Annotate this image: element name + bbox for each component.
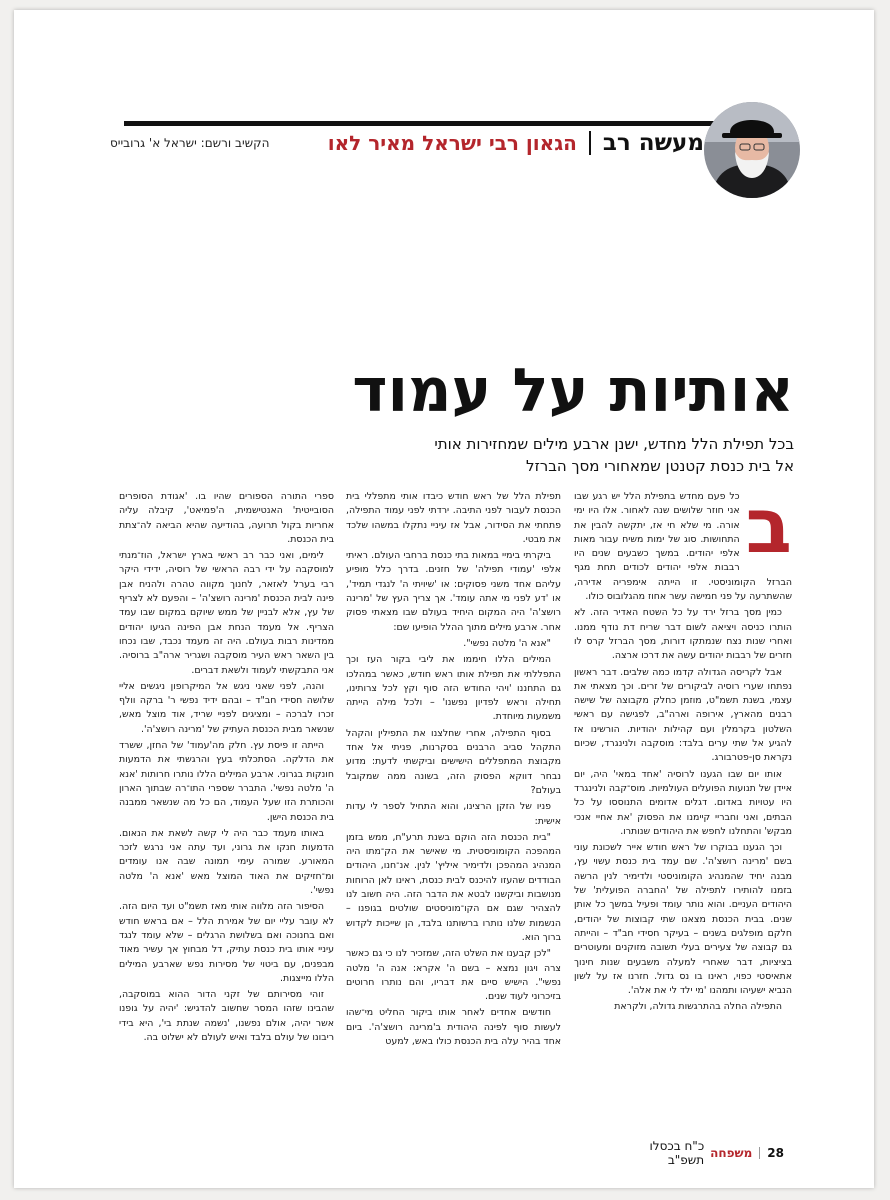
footer-separator	[759, 1147, 760, 1159]
header-rule	[124, 121, 714, 126]
paragraph: התפילה החלה בהתרגשות גדולה, ולקראת	[614, 1001, 782, 1013]
paragraph: כמין מסך ברזל ירד על כל השטח האדיר הזה. לא הותרו כניסה ויציאה לשום דבר שריח דת נודף ממנו. ואחרי שנות נצח שנמתקו דורות, מסך הברזל קרס לו חזרים של רבבות יהודים עשה את דרכו ארצה.	[574, 607, 792, 662]
paragraph: "לכן קבענו את השלט הזה, שמזכיר לנו כי גם כאשר צרה ויגון נמצא – בשם ה' אקרא: אנה ה' מלטה נפשי". הישיש סיים את דבריו, והם נותרו חרוטים בזיכרוני לעוד שנים.	[346, 948, 561, 1003]
header-separator	[589, 131, 591, 155]
paragraph: "אנא ה' מלטה נפשי".	[463, 637, 551, 649]
magazine-page	[14, 10, 874, 1188]
paragraph: פניו של הזקן הרצינו, והוא התחיל לספר לי עדות אישית:	[346, 801, 561, 827]
paragraph: בסוף התפילה, אחרי שחלצנו את התפילין והקהל התקהל סביב הרבנים בסקרנות, פניתי אל אחד מקבוצת המתפללים הישישים וביקשתי לדעת: מדוע נבחר דווקא הפסוק הזה, בשונה ממה שמקובל בעולם?	[346, 727, 561, 796]
article-column-2	[346, 490, 561, 1118]
paragraph: "בית הכנסת הזה הוקם בשנת תרע"ח, ממש בזמן המהפכה הקומוניסטית. מי שאישר את הק־מתו היה המנהיג המהפכן ולדימיר איליץ' לנין. אנ־חנו, היהודים הבודדים שהעזו להיכנס לבית כנסת, ראינו לאן הרוחות מנושבות וביקשנו לבטא את הדבר הזה. היה חשוב לנו להצהיר שגם אם הקו־מוניסטים שולטים בגופנו – הנשמות שלנו נותרו ברשותנו בלבד, הן שייכות לקדוש ברוך הוא.	[346, 831, 561, 943]
portrait-icon	[704, 102, 800, 198]
paragraph: אותו יום שבו הגענו לרוסיה 'אחד במאי' היה, יום איידן של תנועות הפועלים העולמיות. מוס־קבה ולנינגרד היו עטויות באדום. דגלים אדומים התנוססו על כל הבתים, ואני וחבריי קיימנו את הפסוק 'את אחיי אנכי מבקש' והתחלנו לחפש את היהודים שנותרו.	[574, 768, 792, 837]
subtitle-line: אל בית כנסת קטנטן שמאחורי מסך הברזל	[526, 456, 794, 475]
rabbi-name: הגאון רבי ישראל מאיר לאו	[327, 131, 577, 155]
series-title: מעשה רב	[602, 130, 704, 156]
article-subtitle	[314, 434, 794, 478]
paragraph: הסיפור הזה מלווה אותי מאז תשמ"ט ועד היום הזה. לא עובר עליי יום של אמירת הלל – אם בראש חודש ואם בחנוכה ואם בשלושת הרגלים – שלא עומד לנגד עיניי אותו בית כנסת עתיק, דל מבחוץ אך עשיר מאוד מבפנים, עם ביטוי של מסירות נפש שארבע המילים הללו מייצגות.	[119, 901, 334, 984]
paragraph: באותו מעמד כבר היה לי קשה לשאת את הנאום. הדמעות חנקו את גרוני, ועד עתה אני נרגש לזכר המאורע. שמורה עימי תמונה שבה אנו עומדים ומ־חזיקים את האוד המוצל מאש 'אנא ה' מלטה נפשי'.	[119, 827, 334, 897]
article-title: אותיות על עמוד	[352, 356, 794, 426]
paragraph: ספרי התורה הספורים שהיו בו. 'אגודת הסופרים הסובייטית' האנטישמית, ה'פמיאט', קיבלה עליה אחריות בקול תרועה, בהודיעה שהיא הביאה לה־צתת בית הכנסת.	[119, 491, 334, 545]
issue-date: כ"ח בכסלו תשפ"ב	[649, 1139, 705, 1167]
paragraph: זוהי מסירותם של זקני הדור ההוא במוסקבה, שהבינו שזהו המסר שחשוב להדגיש: 'יהיה על גופנו אשר יהיה, אולם נפשנו, 'נשמה שנתת בי', היא בידי ריבונו של עולם בלבד ואיש לעולם לא ישלוט בה.	[119, 989, 334, 1043]
article-column-1	[574, 490, 792, 1118]
page-number: 28	[767, 1146, 784, 1160]
paragraph: אבל לקריסה הגדולה קדמו כמה שלבים. דבר ראשון נפתחו שערי רוסיה לביקורים של זרים. וכך מצאתי את עצמי, בשנת תשמ"ט, מוזמן כחלק מקבוצה של שישה רבנים מהארץ, אירופה וארה"ב, לפגישה עם ראשי השלטון בקרמלין ועם קהילות יהודיות. הורשינו אז להגיע אל שתי ערים בלבד: מוסקבה ולנינגרד, שכיום נקראת סן-פטרבורג.	[574, 666, 792, 764]
paragraph: לימים, ואני כבר רב ראשי בארץ ישראל, הוז־מנתי למוסקבה על ידי רבה הראשי של רוסיה, ידידי היקר רבי בערל לאזאר, לחנוך מקווה טהרה ולהניח אבן פינה לבית הכנסת 'מרינה רושצ'ה' – והפעם לא לצריף של עץ, אלא לבניין של ממש שיוקם במקום שבו עמד הצריף. אל מעמד הנחת אבן הפינה הגיעו יהודים ממדינות רבות בעולם. היה זה מעמד נכבד, שבו נכחו בין השאר ראש העיר מוסקבה ושגריר ארה"ב ברוסיה. אני התבקשתי לעמוד ולשאת דברים.	[119, 550, 334, 676]
page-footer	[614, 1139, 784, 1167]
paragraph: חודשים אחדים לאחר אותו ביקור החליט מי־שהו לעשות סוף לפינה היהודית ב'מרינה רושצ'ה'. ביום אחד בהיר עלה בית הכנסת כולו באש, למעט	[346, 1007, 561, 1047]
drop-cap: ב	[745, 490, 792, 570]
paragraph: המילים הללו חיממו את ליבי בקור העז וכך התפללתי את תפילת אותו ראש חודש, כאשר במהלכו גם התחננו 'ויהי החודש הזה סוף וקץ לכל צרותינו, תחילה וראש לפדיון נפשנו' – ולכל מילה הייתה משמעות מיוחדת.	[346, 654, 561, 723]
article-column-3	[119, 490, 334, 1118]
rabbi-portrait	[704, 102, 800, 198]
author-credit: הקשיב ורשם: ישראל א' גרובייס	[110, 136, 270, 150]
article-header	[110, 128, 706, 158]
magazine-name: משפחה	[710, 1146, 753, 1160]
paragraph: וכך הגענו בבוקרו של ראש חודש אייר לשכונת עוני בשם 'מרינה רושצ'ה'. שם עמד בית כנסת עשוי עץ, מבנה יחיד שהמנהיג הקומוניסטי ולדימיר לנין הרשה בזמנו להותירו לתפילה של 'החברה הפועלית' של היהודים העניים. והוא נותר עומד ופעיל במשך כל אותן שנים. בבית הכנסת מצאנו שתי קבוצות של יהודים, חלקם מופלגים בשנים – בעיקר חסידי חב"ד – והייתה גם קבוצה של צעירים בעלי תשובה מזוקנים ומעוטרים בציציות, דבר שאחרי למעלה משבעים שנות חינוך אתאיסטי כפוי, ראינו בו נס גדול. חזרנו אז על לשון הנביא ישעיהו ותמהנו 'מי ילד לי את אלה'.	[574, 842, 792, 997]
paragraph: והנה, לפני שאני ניגש אל המיקרופון ניגשים אליי שלושה חסידי חב"ד – ובהם ידיד נפשי ר' ברקה וולף זכרו לברכה – ומציגים לפניי שריד, אוד מוצל מאש, שנשאר מבית הכנסת העתיק של 'מרינה רושצ'ה'.	[119, 680, 334, 735]
subtitle-line: בכל תפילת הלל מחדש, ישנן ארבע מילים שמחזירות אותי	[434, 435, 794, 453]
paragraph: הייתה זו פיסת עץ. חלק מה'עמוד' של החזן, ששרד את הדלקה. הסתכלתי בעץ והרגשתי את הדמעות חונקות בגרוני. ארבע המילים הללו נותרו חרותות 'אנא ה' מלטה נפשי'. התברר שספרי התו־רה שבתוך הארון והכותרת הזו שעל העמוד, הם כל מה שנשאר ממבנה בית הכנסת הישן.	[119, 740, 334, 823]
paragraph: ביקרתי בימיי במאות בתי כנסת ברחבי העולם. ראיתי אלפי 'עמודי תפילה' של חזנים. בדרך כלל מופיע עליהם אחד משני פסוקים: או 'שיויתי ה' לנגדי תמיד', או 'דע לפני מי אתה עומד'. אך צריך העץ של 'מרינה רושצ'ה' היה המקום היחיד בעולם שבו מצאתי פסוק אחר. ארבע מילים מתוך ההלל הופיעו שם:	[346, 550, 561, 633]
paragraph: תפילת הלל של ראש חודש כיבדו אותי מתפללי בית הכנסת לעבור לפני התיבה. ירדתי לפני עמוד התפילה, פתחתי את הסידור, אבל אז עיניי נתקלו במשהו שלכד את מבטי.	[346, 491, 561, 545]
paragraph: כל פעם מחדש בתפילת הלל יש רגע שבו אני חוזר שלושים שנה לאחור. אלו היו ימי אורה. מי שלא חי אז, יתקשה להבין את התחושות. סוג של ימות משיח עבור מאות אלפי יהודים. במשך כשבעים שנים היו רבבות אלפי יהודים לכודים תחת מגף הברזל הקומוניסטי. זו הייתה אימפריה אדירה, שהשתרעה על פני חמישה עשר אחוז מהגלובוס כולו.	[574, 491, 792, 603]
